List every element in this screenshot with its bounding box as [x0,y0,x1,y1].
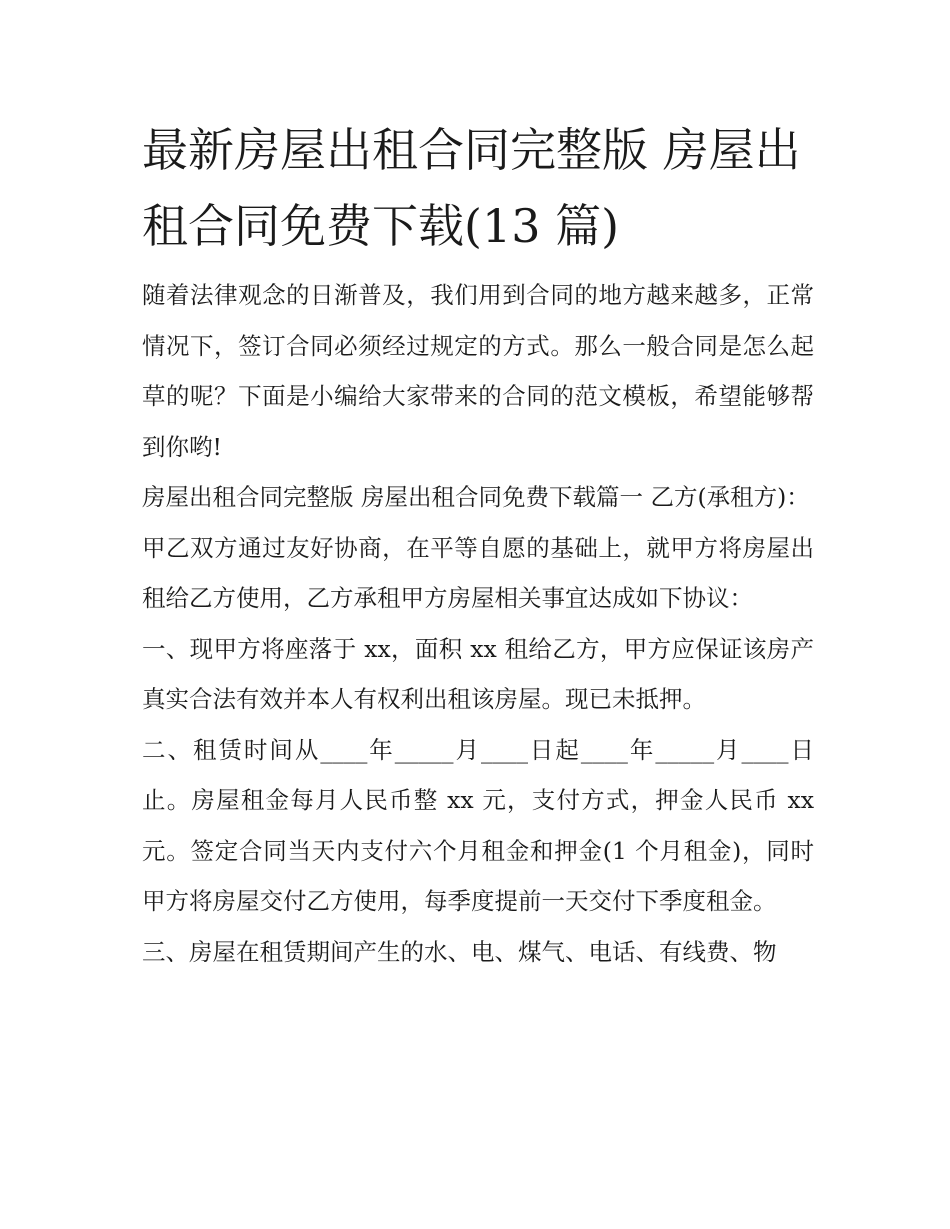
paragraph-intro: 随着法律观念的日渐普及，我们用到合同的地方越来越多，正常情况下，签订合同必须经过规定的方式。那么一般合同是怎么起草的呢？下面是小编给大家带来的合同的范文模板，希望能够帮到你哟! [142,281,814,461]
document-body [142,112,814,977]
paragraph-clause-1: 一、现甲方将座落于 xx，面积 xx 租给乙方，甲方应保证该房产真实合法有效并本人有权利出租该房屋。现已未抵押。 [142,634,814,713]
paragraph-agreement: 甲乙双方通过友好协商，在平等自愿的基础上，就甲方将房屋出租给乙方使用，乙方承租甲方房屋相关事宜达成如下协议： [142,533,814,612]
paragraph-clause-2: 二、租赁时间从____年_____月____日起____年_____月____日止。房屋租金每月人民币整 xx 元，支付方式，押金人民币 xx 元。签定合同当天内支付六个月租金和押金(1 个月租金)，同时甲方将房屋交付乙方使用，每季度提前一天交付下季度租金。 [142,735,814,915]
paragraph-section-heading: 房屋出租合同完整版 房屋出租合同免费下载篇一 乙方(承租方)： [142,483,810,511]
paragraph-clause-3: 三、房屋在租赁期间产生的水、电、煤气、电话、有线费、物 [142,937,777,966]
document-title: 最新房屋出租合同完整版 房屋出租合同免费下载(13 篇) [142,123,801,253]
